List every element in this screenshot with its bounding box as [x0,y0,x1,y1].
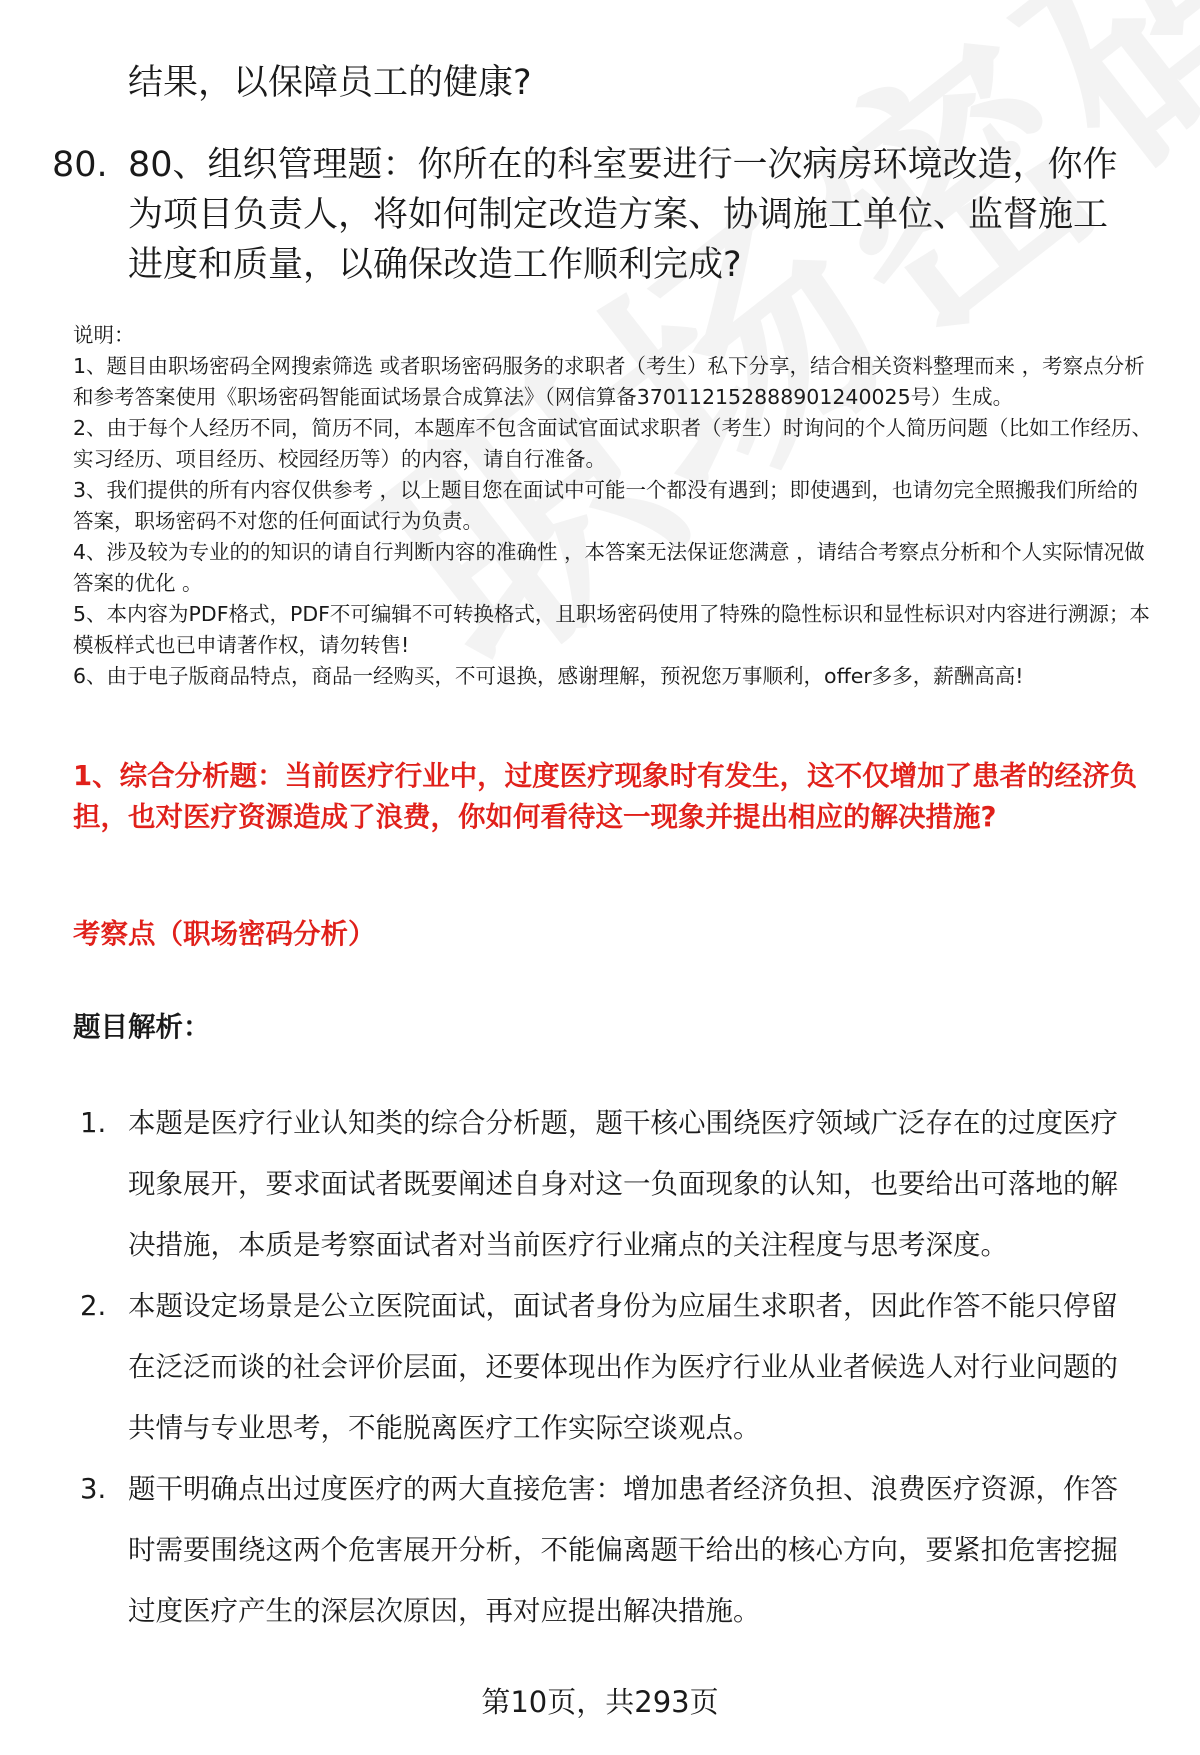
previous-question-tail: 结果，以保障员工的健康? [128,63,532,103]
analysis-item-number: 1. [80,1107,107,1139]
note-item: 5、本内容为PDF格式，PDF不可编辑不可转换格式，且职场密码使用了特殊的隐性标识和显性标识对内容进行溯源；本模板样式也已申请著作权，请勿转售! [73,602,1150,657]
question-1-title: 1、综合分析题：当前医疗行业中，过度医疗现象时有发生，这不仅增加了患者的经济负担，也对医疗资源造成了浪费，你如何看待这一现象并提出相应的解决措施? [73,760,1138,833]
question-80-text: 80、组织管理题：你所在的科室要进行一次病房环境改造，你作为项目负责人，将如何制定改造方案、协调施工单位、监督施工进度和质量，以确保改造工作顺利完成? [128,145,1118,285]
page-footer: 第10页，共293页 [481,1685,719,1719]
analysis-item-text: 本题设定场景是公立医院面试，面试者身份为应届生求职者，因此作答不能只停留在泛泛而谈的社会评价层面，还要体现出作为医疗行业从业者候选人对行业问题的共情与专业思考，不能脱离医疗工作实际空谈观点。 [128,1290,1118,1444]
note-item: 6、由于电子版商品特点，商品一经购买，不可退换，感谢理解，预祝您万事顺利，offer多多，薪酬高高! [73,664,1024,688]
analysis-item-number: 3. [80,1473,107,1505]
note-item: 2、由于每个人经历不同，简历不同，本题库不包含面试官面试求职者（考生）时询问的个人简历问题（比如工作经历、实习经历、项目经历、校园经历等）的内容，请自行准备。 [73,416,1153,471]
question-1-subtitle: 考察点（职场密码分析） [73,918,376,950]
analysis-item-number: 2. [80,1290,107,1322]
notes-block [73,320,1158,692]
analysis-list [80,1093,1145,1642]
analysis-item-text: 本题是医疗行业认知类的综合分析题，题干核心围绕医疗领域广泛存在的过度医疗现象展开，要求面试者既要阐述自身对这一负面现象的认知，也要给出可落地的解决措施，本质是考察面试者对当前医疗行业痛点的关注程度与思考深度。 [128,1107,1118,1261]
note-item: 4、涉及较为专业的的知识的请自行判断内容的准确性 ，本答案无法保证您满意 ，请结合考察点分析和个人实际情况做答案的优化 。 [73,540,1145,595]
analysis-heading: 题目解析： [73,1011,211,1043]
note-item: 3、我们提供的所有内容仅供参考 ，以上题目您在面试中可能一个都没有遇到；即使遇到，也请勿完全照搬我们所给的答案，职场密码不对您的任何面试行为负责。 [73,478,1139,533]
analysis-item [80,1459,1145,1642]
analysis-item [80,1093,1145,1276]
question-80-number: 80. [52,145,108,185]
question-80 [52,140,1142,290]
notes-heading: 说明： [73,323,135,347]
note-item: 1、题目由职场密码全网搜索筛选 或者职场密码服务的求职者（考生）私下分享，结合相关资料整理而来 ，考察点分析和参考答案使用《职场密码智能面试场景合成算法》（网信算备370112152888901240025号）生成。 [73,354,1145,409]
analysis-item-text: 题干明确点出过度医疗的两大直接危害：增加患者经济负担、浪费医疗资源，作答时需要围绕这两个危害展开分析，不能偏离题干给出的核心方向，要紧扣危害挖掘过度医疗产生的深层次原因，再对应提出解决措施。 [128,1473,1118,1627]
analysis-item [80,1276,1145,1459]
